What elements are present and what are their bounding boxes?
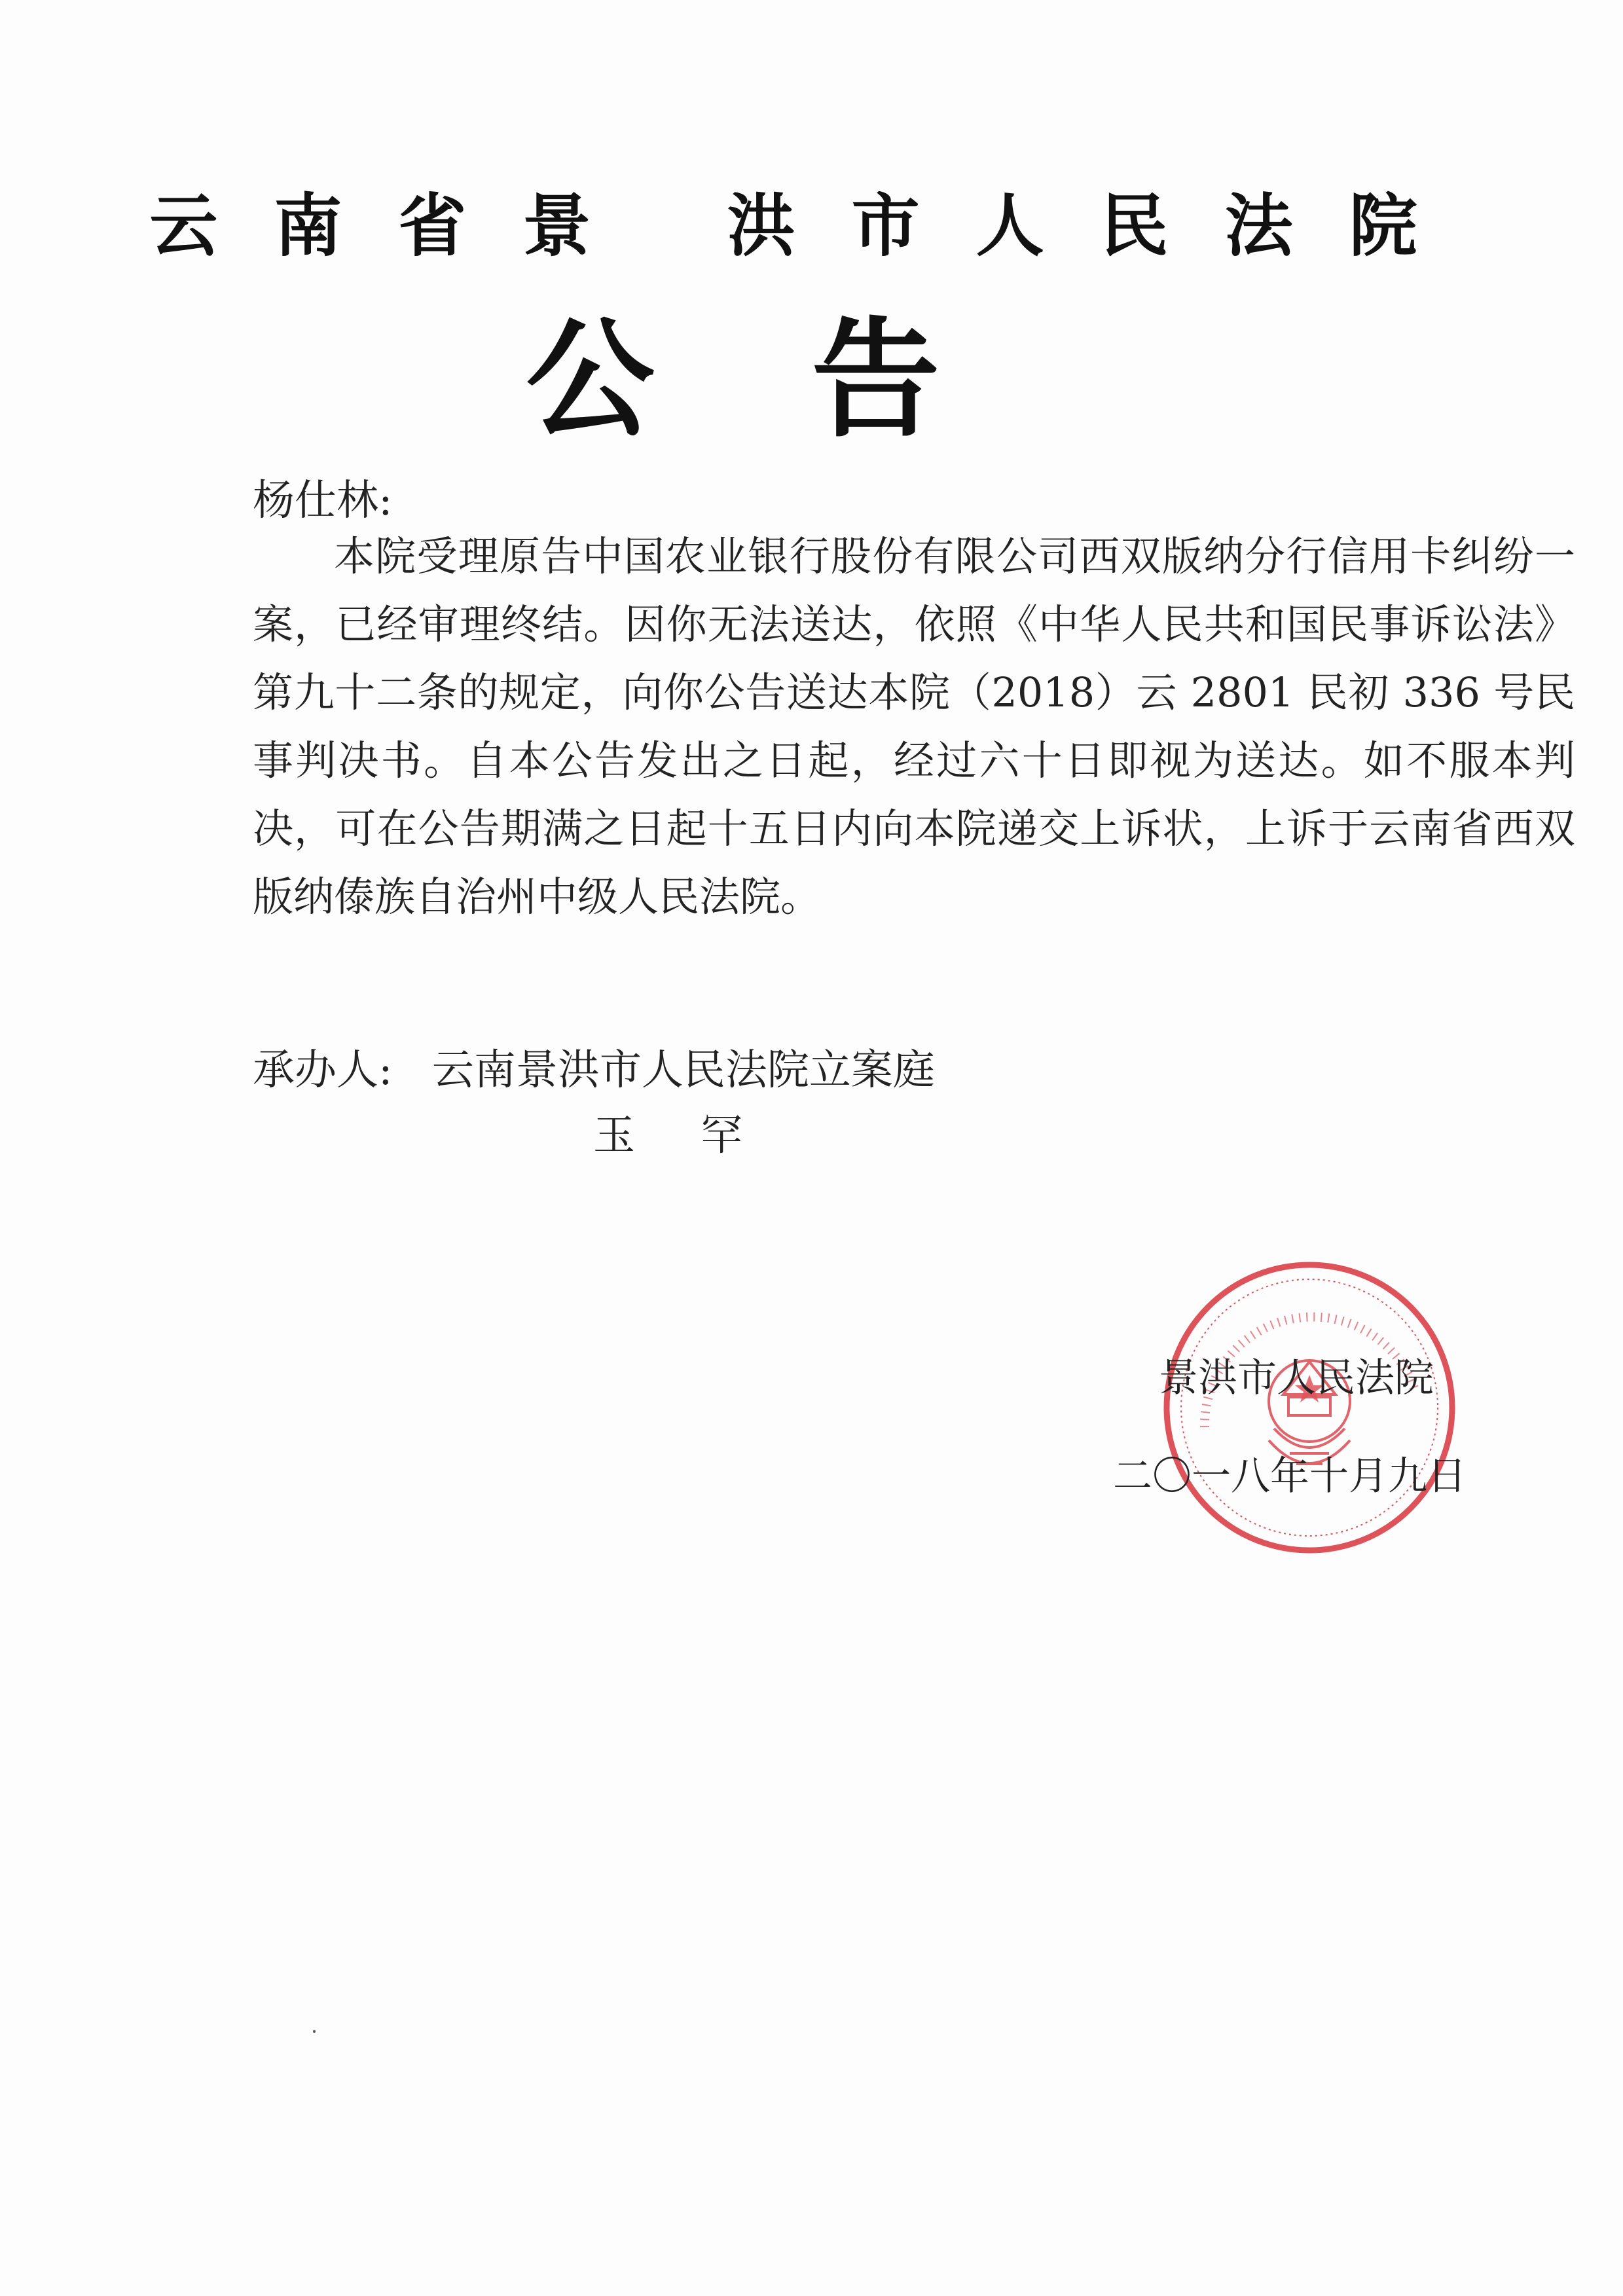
addressee: 杨仕林: <box>253 477 393 525</box>
handler-label: 承办人: <box>253 1046 393 1095</box>
handler-department: 云南景洪市人民法院立案庭 <box>431 1046 935 1095</box>
notice-body: 本院受理原告中国农业银行股份有限公司西双版纳分行信用卡纠纷一案，已经审理终结。因你无法送达，依照《中华人民共和国民事诉讼法》第九十二条的规定，向你公告送达本院（2018）云 2801 民初 336 号民事判决书。自本公告发出之日起，经过六十日即视为送达。如不服本判决，可在公告期满之日起十五日内向本院递交上诉状，上诉于云南省西双版纳傣族自治州中级人民法院。 <box>253 532 1575 920</box>
court-name-heading: 云南省景 洪市人民法院 <box>149 185 1474 266</box>
scan-speck <box>313 2030 316 2033</box>
court-seal <box>1159 1257 1460 1558</box>
notice-title: 公告 <box>526 304 1097 455</box>
handler-line <box>253 1041 935 1100</box>
signature-date: 二〇一八年十月九日 <box>1113 1453 1467 1499</box>
signature-court: 景洪市人民法院 <box>1159 1355 1434 1401</box>
handler-name: 玉 罕 <box>593 1112 769 1160</box>
